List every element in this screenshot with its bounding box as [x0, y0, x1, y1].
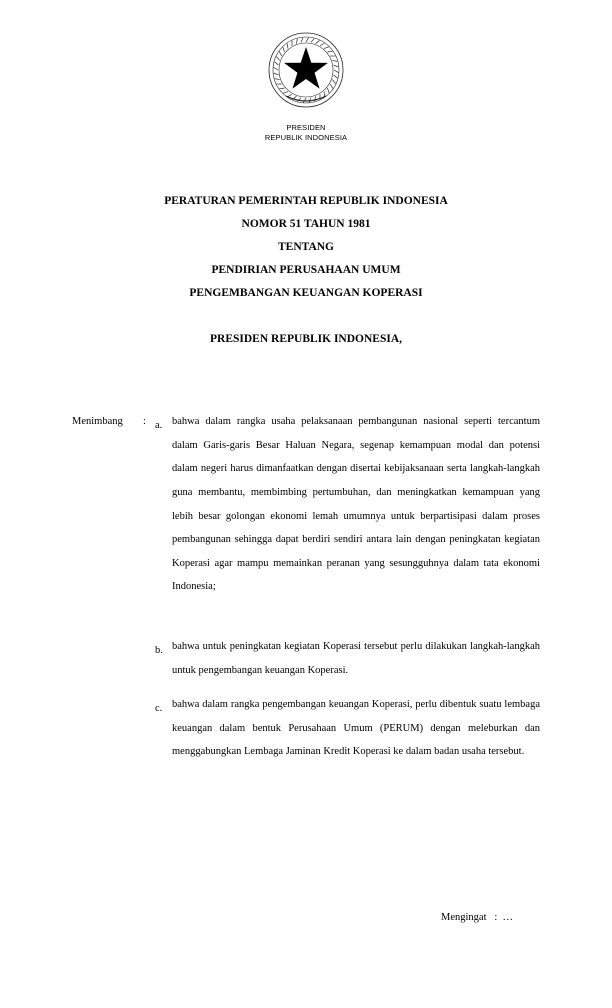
wreath-stroke	[306, 38, 309, 42]
wreath-stroke	[334, 75, 338, 78]
regulation-title	[0, 190, 612, 305]
wreath-stroke	[320, 43, 324, 46]
wreath-stroke	[274, 67, 278, 70]
issuer-line-1: PRESIDEN	[286, 123, 326, 132]
wreath-stroke	[327, 88, 329, 93]
star-emblem-icon	[266, 30, 346, 110]
wreath-stroke	[288, 94, 292, 97]
wreath-stroke	[275, 62, 279, 65]
item-letter: a.	[155, 420, 163, 431]
wreath-stroke	[334, 70, 338, 73]
wreath-stroke	[332, 60, 337, 61]
title-line-4: PENDIRIAN PERUSAHAAN UMUM	[211, 264, 401, 276]
item-letter: b.	[155, 645, 163, 656]
item-letter: c.	[155, 703, 163, 714]
wreath-stroke	[311, 39, 314, 43]
wreath-stroke	[324, 91, 325, 96]
title-line-2: NOMOR 51 TAHUN 1981	[241, 218, 371, 230]
garuda-star-emblem	[266, 30, 346, 110]
wreath-stroke	[274, 73, 279, 75]
considering-item-c	[155, 697, 540, 764]
wreath-stroke	[303, 98, 306, 102]
considering-item-b	[155, 639, 540, 682]
wreath-stroke	[330, 84, 333, 88]
item-text: bahwa untuk peningkatan kegiatan Koperasi tersebut perlu dilakukan langkah-langkah untuk pengembangan keuangan Koperasi.	[172, 641, 540, 676]
wreath-stroke	[301, 38, 303, 43]
title-line-1: PERATURAN PEMERINTAH REPUBLIK INDONESIA	[164, 195, 448, 207]
wreath-stroke	[287, 44, 288, 49]
wreath-stroke	[283, 91, 288, 93]
title-line-5: PENGEMBANGAN KEUANGAN KOPERASI	[189, 287, 423, 299]
wreath-stroke	[279, 52, 282, 56]
wreath-stroke	[275, 79, 280, 80]
wreath-stroke	[327, 51, 332, 52]
considering-label: Menimbang	[72, 416, 123, 427]
considering-item-a	[155, 414, 540, 599]
title-line-3: TENTANG	[277, 241, 335, 253]
wreath-stroke	[334, 65, 339, 67]
president-heading: PRESIDEN REPUBLIK INDONESIA,	[209, 333, 403, 345]
wreath-stroke	[309, 98, 311, 103]
considering-colon: :	[143, 416, 146, 427]
wreath-stroke	[280, 88, 285, 89]
wreath-stroke	[283, 47, 285, 52]
wreath-stroke	[332, 80, 335, 84]
page-continuation: Mengingat : …	[441, 912, 514, 923]
wreath-stroke	[296, 39, 297, 44]
wreath-stroke	[276, 56, 279, 60]
issuer-line-2: REPUBLIK INDONESIA	[264, 133, 348, 142]
item-text: bahwa dalam rangka usaha pelaksanaan pembangunan nasional seperti tercantum dalam Garis-garis Besar Haluan Negara, segenap kemampuan modal dan potensi dalam negeri harus dimanfaatkan dengan disertai kebijaksanaan serta langkah-langkah guna membantu, membimbing pertumbuhan, dan meningkatkan kemampuan yang lebih besar golongan ekonomi lemah umumnya untuk berpartisipasi dalam proses pembangunan sehingga dapat berdiri sendiri antara lain dengan peningkatan kegiatan Koperasi agar mampu memainkan peranan yang sesungguhnya dalam tata ekonomi Indonesia;	[172, 416, 540, 593]
wreath-stroke	[316, 40, 320, 43]
item-text: bahwa dalam rangka pengembangan keuangan Koperasi, perlu dibentuk suatu lembaga keuangan dalam bentuk Perusahaan Umum (PERUM) dengan meleburkan dan menggabungkan Lembaga Jaminan Kredit Koperasi ke dalam badan usaha tersebut.	[172, 699, 540, 758]
wreath-stroke	[324, 47, 329, 49]
